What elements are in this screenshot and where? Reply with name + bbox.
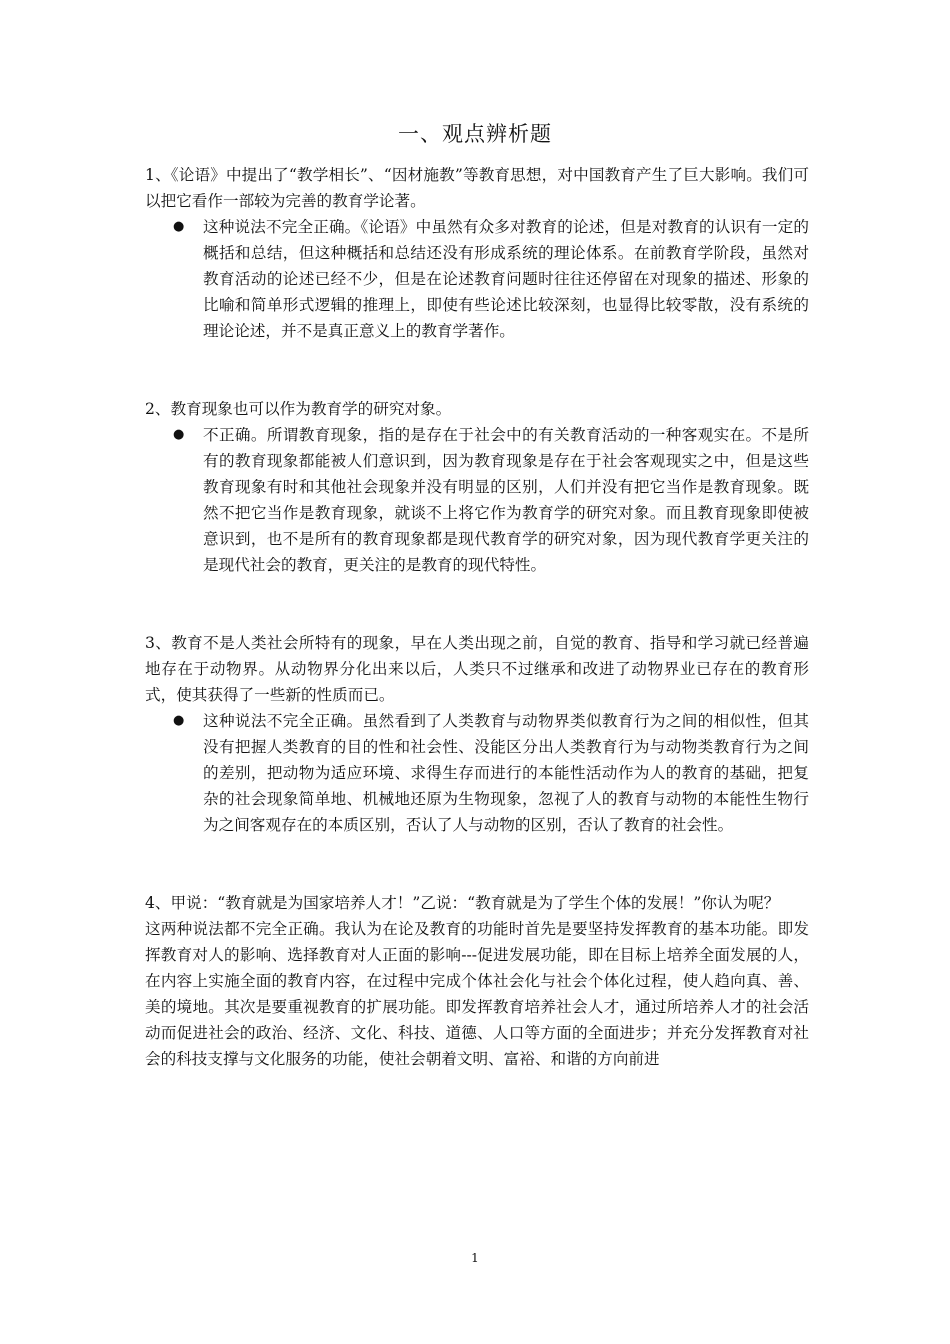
question-block-4	[145, 890, 809, 1072]
bullet-icon: ●	[173, 713, 185, 728]
paragraph-gap	[145, 344, 809, 396]
question-4-text: 4、甲说：“教育就是为国家培养人才！”乙说：“教育就是为了学生个体的发展！”你认为呢？	[145, 894, 780, 912]
answer-3-text: 这种说法不完全正确。虽然看到了人类教育与动物界类似教育行为之间的相似性，但其没有把握人类教育的目的性和社会性、没能区分出人类教育行为与动物类教育行为之间的差别，把动物为适应环境、求得生存而进行的本能性活动作为人的教育的基础，把复杂的社会现象简单地、机械地还原为生物现象，忽视了人的教育与动物的本能性生物行为之间客观存在的本质区别，否认了人与动物的区别，否认了教育的社会性。	[203, 712, 809, 834]
question-block-3	[145, 630, 809, 838]
paragraph-gap	[145, 578, 809, 630]
question-3-text: 3、教育不是人类社会所特有的现象，早在人类出现之前，自觉的教育、指导和学习就已经普遍地存在于动物界。从动物界分化出来以后，人类只不过继承和改进了动物界业已存在的教育形式，使其获得了一些新的性质而已。	[145, 634, 809, 704]
bullet-icon: ●	[173, 427, 185, 442]
bullet-icon: ●	[173, 219, 185, 234]
answer-4-text: 这两种说法都不完全正确。我认为在论及教育的功能时首先是要坚持发挥教育的基本功能。即发挥教育对人的影响、选择教育对人正面的影响---促进发展功能，即在目标上培养全面发展的人，在内容上实施全面的教育内容，在过程中完成个体社会化与社会个体化过程，使人趋向真、善、美的境地。其次是要重视教育的扩展功能。即发挥教育培养社会人才，通过所培养人才的社会活动而促进社会的政治、经济、文化、科技、道德、人口等方面的全面进步；并充分发挥教育对社会的科技支撑与文化服务的功能，使社会朝着文明、富裕、和谐的方向前进	[145, 920, 809, 1068]
answer-1-text: 这种说法不完全正确。《论语》中虽然有众多对教育的论述，但是对教育的认识有一定的概括和总结，但这种概括和总结还没有形成系统的理论体系。在前教育学阶段，虽然对教育活动的论述已经不少，但是在论述教育问题时往往还停留在对现象的描述、形象的比喻和简单形式逻辑的推理上，即使有些论述比较深刻，也显得比较零散，没有系统的理论论述，并不是真正意义上的教育学著作。	[203, 218, 809, 340]
paragraph-gap	[145, 838, 809, 890]
answer-2-text: 不正确。所谓教育现象，指的是存在于社会中的有关教育活动的一种客观实在。不是所有的教育现象都能被人们意识到，因为教育现象是存在于社会客观现实之中，但是这些教育现象有时和其他社会现象并没有明显的区别，人们并没有把它当作是教育现象。既然不把它当作是教育现象，就谈不上将它作为教育学的研究对象。而且教育现象即使被意识到，也不是所有的教育现象都是现代教育学的研究对象，因为现代教育学更关注的是现代社会的教育，更关注的是教育的现代特性。	[203, 426, 809, 574]
page-number: 1	[471, 1251, 479, 1265]
page-title: 一、观点辨析题	[398, 122, 552, 146]
document-body	[145, 162, 809, 1072]
answer-2	[173, 422, 809, 578]
question-block-1	[145, 162, 809, 344]
answer-3	[173, 708, 809, 838]
answer-1	[173, 214, 809, 344]
question-1-text: 1、《论语》中提出了“教学相长”、“因材施教”等教育思想，对中国教育产生了巨大影响。我们可以把它看作一部较为完善的教育学论著。	[145, 166, 809, 210]
question-2-text: 2、教育现象也可以作为教育学的研究对象。	[145, 400, 452, 418]
question-block-2	[145, 396, 809, 578]
